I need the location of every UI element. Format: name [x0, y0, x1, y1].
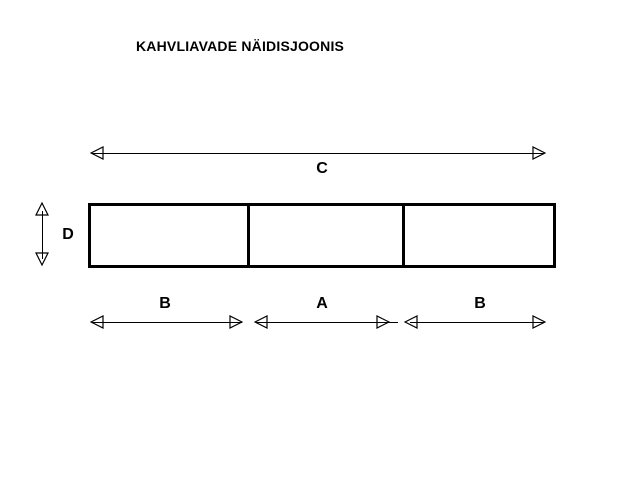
bar-divider-2 — [402, 206, 405, 265]
arrow-left-b-left — [90, 314, 104, 330]
arrow-right-a — [376, 314, 390, 330]
page-title: KAHVLIAVADE NÄIDISJOONIS — [136, 38, 345, 54]
arrow-right-b-right — [532, 314, 546, 330]
dimension-label-b-right: B — [474, 295, 486, 312]
arrow-left-b-right — [404, 314, 418, 330]
bar-divider-1 — [247, 206, 250, 265]
arrow-left-c — [90, 145, 104, 161]
dimension-line-b-right — [410, 322, 544, 323]
dimension-label-c: C — [316, 160, 328, 177]
dimension-label-b-left: B — [159, 295, 171, 312]
arrow-up-d — [34, 202, 50, 216]
dimension-label-d: D — [62, 226, 74, 243]
arrow-right-c — [532, 145, 546, 161]
arrow-right-b-left — [229, 314, 243, 330]
dimension-label-a: A — [316, 295, 328, 312]
fork-opening-bar — [88, 203, 556, 268]
arrow-left-a — [254, 314, 268, 330]
dimension-line-b-left — [92, 322, 242, 323]
arrow-down-d — [34, 252, 50, 266]
dimension-line-c — [92, 153, 544, 154]
